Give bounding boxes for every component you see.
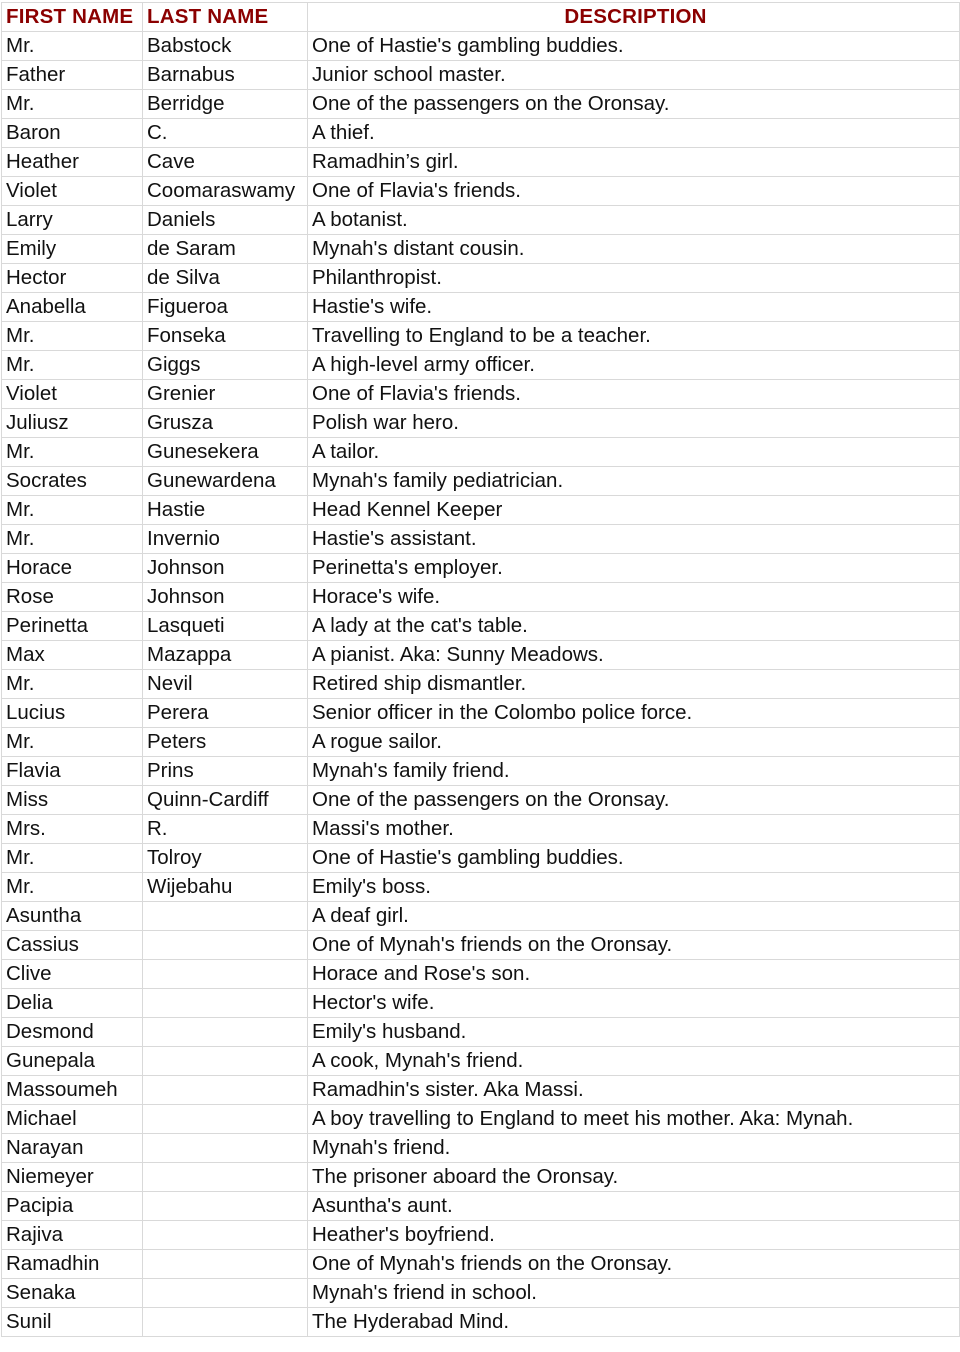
table-row (2, 1279, 960, 1308)
first-name-cell: Lucius (2, 699, 143, 728)
description-cell: Mynah's distant cousin. (308, 235, 960, 264)
table-row (2, 525, 960, 554)
first-name-cell: Mr. (2, 32, 143, 61)
table-row (2, 728, 960, 757)
table-row (2, 1134, 960, 1163)
description-cell: Senior officer in the Colombo police force. (308, 699, 960, 728)
first-name-header: FIRST NAME (2, 3, 143, 32)
description-cell: Junior school master. (308, 61, 960, 90)
last-name-cell (143, 1163, 308, 1192)
first-name-cell: Mr. (2, 438, 143, 467)
description-cell: Massi's mother. (308, 815, 960, 844)
last-name-cell: de Saram (143, 235, 308, 264)
last-name-cell (143, 1221, 308, 1250)
description-cell: Mynah's friend in school. (308, 1279, 960, 1308)
table-row (2, 438, 960, 467)
last-name-cell (143, 902, 308, 931)
last-name-cell: Tolroy (143, 844, 308, 873)
description-cell: Horace and Rose's son. (308, 960, 960, 989)
table-row (2, 322, 960, 351)
last-name-cell (143, 1192, 308, 1221)
first-name-cell: Mr. (2, 525, 143, 554)
description-cell: Horace's wife. (308, 583, 960, 612)
description-cell: Ramadhin's sister. Aka Massi. (308, 1076, 960, 1105)
first-name-cell: Mr. (2, 844, 143, 873)
last-name-cell: Invernio (143, 525, 308, 554)
last-name-cell (143, 931, 308, 960)
description-cell: A lady at the cat's table. (308, 612, 960, 641)
last-name-cell: Lasqueti (143, 612, 308, 641)
table-body (2, 32, 960, 1337)
description-cell: A high-level army officer. (308, 351, 960, 380)
description-cell: Mynah's friend. (308, 1134, 960, 1163)
table-row (2, 583, 960, 612)
table-row (2, 873, 960, 902)
first-name-cell: Miss (2, 786, 143, 815)
first-name-cell: Flavia (2, 757, 143, 786)
last-name-cell: Peters (143, 728, 308, 757)
last-name-cell (143, 960, 308, 989)
table-row (2, 264, 960, 293)
last-name-cell: Perera (143, 699, 308, 728)
table-row (2, 699, 960, 728)
table-row (2, 554, 960, 583)
description-cell: The prisoner aboard the Oronsay. (308, 1163, 960, 1192)
description-cell: Travelling to England to be a teacher. (308, 322, 960, 351)
description-cell: A cook, Mynah's friend. (308, 1047, 960, 1076)
last-name-cell: Babstock (143, 32, 308, 61)
description-cell: A rogue sailor. (308, 728, 960, 757)
last-name-cell: Grenier (143, 380, 308, 409)
last-name-cell: Prins (143, 757, 308, 786)
last-name-cell (143, 1279, 308, 1308)
table-row (2, 1221, 960, 1250)
last-name-cell: Cave (143, 148, 308, 177)
table-row (2, 1076, 960, 1105)
description-cell: Ramadhin’s girl. (308, 148, 960, 177)
description-cell: Hastie's assistant. (308, 525, 960, 554)
first-name-cell: Pacipia (2, 1192, 143, 1221)
last-name-cell: R. (143, 815, 308, 844)
last-name-cell: C. (143, 119, 308, 148)
first-name-cell: Rose (2, 583, 143, 612)
description-cell: One of Hastie's gambling buddies. (308, 32, 960, 61)
description-cell: A botanist. (308, 206, 960, 235)
first-name-cell: Mr. (2, 496, 143, 525)
first-name-cell: Emily (2, 235, 143, 264)
description-cell: Emily's husband. (308, 1018, 960, 1047)
first-name-cell: Horace (2, 554, 143, 583)
character-table (1, 2, 960, 1337)
table-row (2, 1105, 960, 1134)
table-row (2, 1018, 960, 1047)
table-row (2, 612, 960, 641)
first-name-cell: Mr. (2, 90, 143, 119)
description-cell: One of Hastie's gambling buddies. (308, 844, 960, 873)
first-name-cell: Heather (2, 148, 143, 177)
first-name-cell: Mr. (2, 670, 143, 699)
description-cell: The Hyderabad Mind. (308, 1308, 960, 1337)
first-name-cell: Mr. (2, 728, 143, 757)
last-name-cell: Gunesekera (143, 438, 308, 467)
table-row (2, 1308, 960, 1337)
last-name-cell: Wijebahu (143, 873, 308, 902)
table-row (2, 1192, 960, 1221)
table-row (2, 670, 960, 699)
last-name-cell (143, 1134, 308, 1163)
description-cell: Heather's boyfriend. (308, 1221, 960, 1250)
last-name-cell: Hastie (143, 496, 308, 525)
first-name-cell: Rajiva (2, 1221, 143, 1250)
description-cell: Hastie's wife. (308, 293, 960, 322)
first-name-cell: Ramadhin (2, 1250, 143, 1279)
description-cell: Asuntha's aunt. (308, 1192, 960, 1221)
first-name-cell: Mrs. (2, 815, 143, 844)
description-header: DESCRIPTION (308, 3, 960, 32)
table-row (2, 1250, 960, 1279)
first-name-cell: Clive (2, 960, 143, 989)
first-name-cell: Mr. (2, 322, 143, 351)
first-name-cell: Asuntha (2, 902, 143, 931)
last-name-cell: Quinn-Cardiff (143, 786, 308, 815)
description-cell: Retired ship dismantler. (308, 670, 960, 699)
last-name-cell: Johnson (143, 554, 308, 583)
last-name-cell: Daniels (143, 206, 308, 235)
last-name-cell: Mazappa (143, 641, 308, 670)
description-cell: One of Flavia's friends. (308, 380, 960, 409)
table-row (2, 844, 960, 873)
first-name-cell: Senaka (2, 1279, 143, 1308)
table-row (2, 351, 960, 380)
description-cell: Philanthropist. (308, 264, 960, 293)
first-name-cell: Michael (2, 1105, 143, 1134)
last-name-header: LAST NAME (143, 3, 308, 32)
table-row (2, 496, 960, 525)
first-name-cell: Anabella (2, 293, 143, 322)
table-row (2, 641, 960, 670)
last-name-cell: Giggs (143, 351, 308, 380)
table-row (2, 206, 960, 235)
first-name-cell: Baron (2, 119, 143, 148)
first-name-cell: Socrates (2, 467, 143, 496)
description-cell: A tailor. (308, 438, 960, 467)
last-name-cell (143, 1018, 308, 1047)
description-cell: Head Kennel Keeper (308, 496, 960, 525)
first-name-cell: Larry (2, 206, 143, 235)
first-name-cell: Mr. (2, 351, 143, 380)
description-cell: One of Mynah's friends on the Oronsay. (308, 931, 960, 960)
last-name-cell: Grusza (143, 409, 308, 438)
first-name-cell: Violet (2, 177, 143, 206)
description-cell: A pianist. Aka: Sunny Meadows. (308, 641, 960, 670)
table-row (2, 757, 960, 786)
last-name-cell: Figueroa (143, 293, 308, 322)
last-name-cell: Barnabus (143, 61, 308, 90)
description-cell: One of Mynah's friends on the Oronsay. (308, 1250, 960, 1279)
first-name-cell: Narayan (2, 1134, 143, 1163)
last-name-cell: Fonseka (143, 322, 308, 351)
description-cell: Emily's boss. (308, 873, 960, 902)
description-cell: Perinetta's employer. (308, 554, 960, 583)
table-row (2, 960, 960, 989)
first-name-cell: Mr. (2, 873, 143, 902)
first-name-cell: Violet (2, 380, 143, 409)
table-row (2, 467, 960, 496)
table-row (2, 1163, 960, 1192)
last-name-cell (143, 1047, 308, 1076)
first-name-cell: Delia (2, 989, 143, 1018)
last-name-cell: Nevil (143, 670, 308, 699)
description-cell: One of the passengers on the Oronsay. (308, 90, 960, 119)
table-row (2, 235, 960, 264)
first-name-cell: Desmond (2, 1018, 143, 1047)
table-row (2, 119, 960, 148)
description-cell: One of Flavia's friends. (308, 177, 960, 206)
last-name-cell (143, 989, 308, 1018)
table-row (2, 32, 960, 61)
last-name-cell: Coomaraswamy (143, 177, 308, 206)
first-name-cell: Gunepala (2, 1047, 143, 1076)
table-row (2, 786, 960, 815)
first-name-cell: Hector (2, 264, 143, 293)
table-row (2, 902, 960, 931)
last-name-cell: Johnson (143, 583, 308, 612)
first-name-cell: Massoumeh (2, 1076, 143, 1105)
last-name-cell: Gunewardena (143, 467, 308, 496)
first-name-cell: Max (2, 641, 143, 670)
table-row (2, 989, 960, 1018)
first-name-cell: Sunil (2, 1308, 143, 1337)
first-name-cell: Father (2, 61, 143, 90)
last-name-cell (143, 1250, 308, 1279)
first-name-cell: Niemeyer (2, 1163, 143, 1192)
last-name-cell (143, 1308, 308, 1337)
description-cell: Hector's wife. (308, 989, 960, 1018)
table-row (2, 177, 960, 206)
table-row (2, 1047, 960, 1076)
first-name-cell: Cassius (2, 931, 143, 960)
table-row (2, 293, 960, 322)
last-name-cell: de Silva (143, 264, 308, 293)
description-cell: Polish war hero. (308, 409, 960, 438)
table-row (2, 148, 960, 177)
description-cell: Mynah's family friend. (308, 757, 960, 786)
last-name-cell (143, 1076, 308, 1105)
description-cell: A boy travelling to England to meet his mother. Aka: Mynah. (308, 1105, 960, 1134)
table-row (2, 815, 960, 844)
description-cell: A thief. (308, 119, 960, 148)
last-name-cell: Berridge (143, 90, 308, 119)
header-row (2, 3, 960, 32)
table-row (2, 90, 960, 119)
description-cell: One of the passengers on the Oronsay. (308, 786, 960, 815)
description-cell: A deaf girl. (308, 902, 960, 931)
first-name-cell: Juliusz (2, 409, 143, 438)
table-row (2, 931, 960, 960)
description-cell: Mynah's family pediatrician. (308, 467, 960, 496)
table-row (2, 409, 960, 438)
table-row (2, 61, 960, 90)
table-row (2, 380, 960, 409)
first-name-cell: Perinetta (2, 612, 143, 641)
last-name-cell (143, 1105, 308, 1134)
